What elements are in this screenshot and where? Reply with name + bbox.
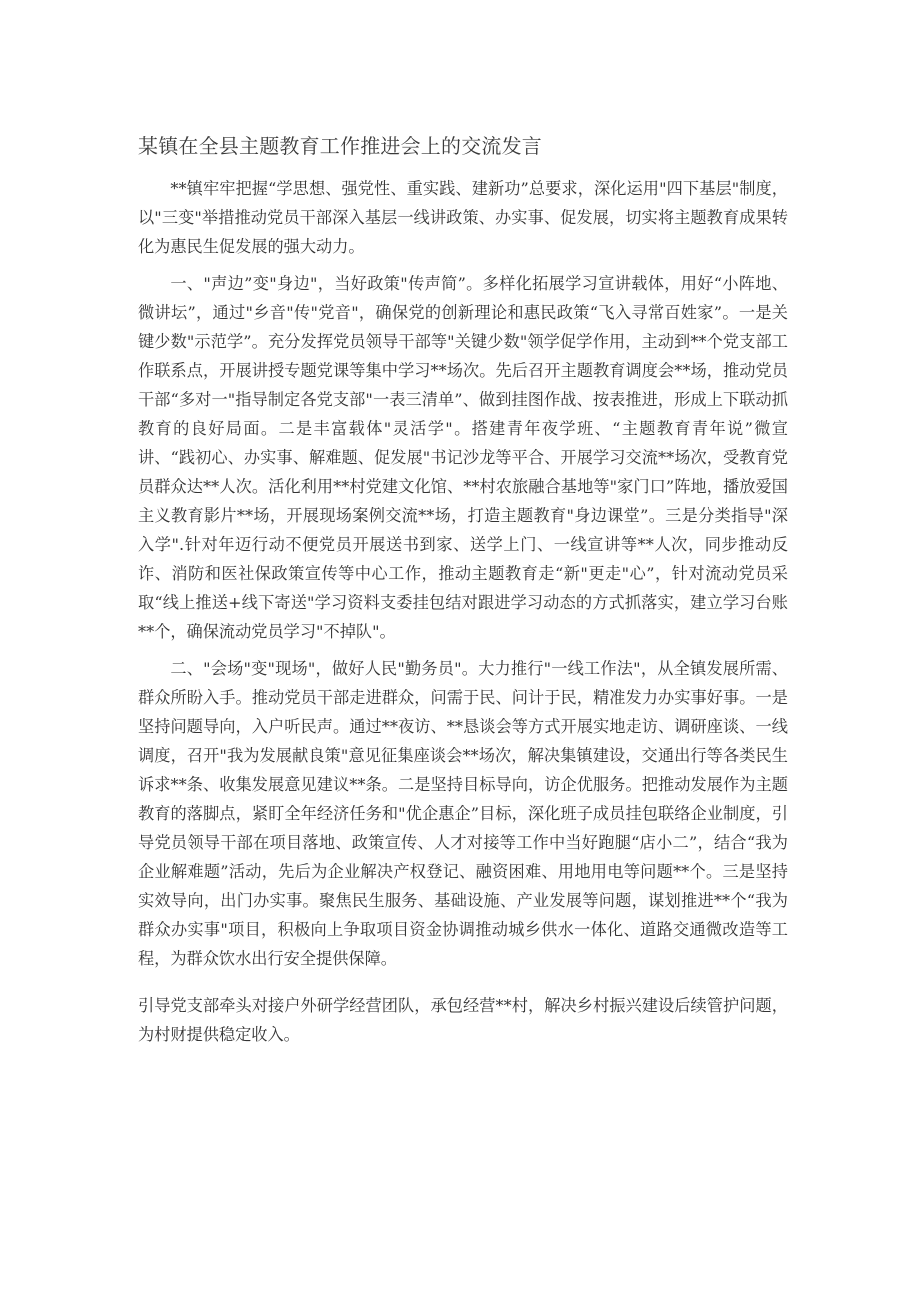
paragraph-intro: **镇牢牢把握“学思想、强党性、重实践、建新功”总要求，深化运用"四下基层"制度，以"三变"举措推动党员干部深入基层一线讲政策、办实事、促发展，切实将主题教育成果转化为惠民生促发展的强大动力。 bbox=[138, 179, 788, 256]
paragraph-section-two: 二、"会场"变"现场"，做好人民"勤务员"。大力推行"一线工作法"，从全镇发展所需、群众所盼入手。推动党员干部走进群众，问需于民、问计于民，精准发力办实事好事。一是坚持问题导向，入户听民声。通过**夜访、**恳谈会等方式开展实地走访、调研座谈、一线调度，召开"我为发展献良策"意见征集座谈会**场次，解决集镇建设，交通出行等各类民生诉求**条、收集发展意见建议**条。二是坚持目标导向，访企优服务。把推动发展作为主题教育的落脚点，紧盯全年经济任务和"优企惠企”目标，深化班子成员挂包联络企业制度，引导党员领导干部在项目落地、政策宣传、人才对接等工作中当好跑腿“店小二”，结合“我为企业解难题”活动，先后为企业解决产权登记、融资困难、用地用电等问题**个。三是坚持实效导向，出门办实事。聚焦民生服务、基础设施、产业发展等问题，谋划推进**个“我为群众办实事"项目，积极向上争取项目资金协调推动城乡供水一体化、道路交通微改造等工程，为群众饮水出行安全提供保障。 bbox=[138, 659, 788, 968]
paragraph-closing: 引导党支部牵头对接户外研学经营团队，承包经营**村，解决乡村振兴建设后续管护问题，为村财提供稳定收入。 bbox=[138, 996, 788, 1044]
document-title: 某镇在全县主题教育工作推进会上的交流发言 bbox=[138, 134, 542, 158]
document-body bbox=[138, 174, 788, 1049]
paragraph-section-one: 一、"声边”变"身边"，当好政策"传声简”。多样化拓展学习宣讲载体，用好“小阵地、微讲坛”，通过"乡音"传"党音"，确保党的创新理论和惠民政策“飞入寻常百姓家”。一是关键少数"示范学”。充分发挥党员领导干部等"关键少数"领学促学作用，主动到**个党支部工作联系点，开展讲授专题党课等集中学习**场次。先后召开主题教育调度会**场，推动党员干部“多对一"指导制定各党支部"一表三清单”、做到挂图作战、按表推进，形成上下联动抓教育的良好局面。二是丰富载体"灵活学"。搭建青年夜学班、“主题教育青年说”微宣讲、“践初心、办实事、解难题、促发展"书记沙龙等平合、开展学习交流**场次，受教育党员群众达**人次。活化利用**村党建文化馆、**村农旅融合基地等"家门口”阵地，播放爱国主义教育影片**场，开展现场案例交流**场，打造主题教育"身边课堂”。三是分类指导"深入学".针对年迈行动不便党员开展送书到家、送学上门、一线宣讲等**人次，同步推动反诈、消防和医社保政策宣传等中心工作，推动主题教育走“新"更走"心”，针对流动党员采取“线上推送+线下寄送"学习资料支委挂包结对跟进学习动态的方式抓落实，建立学习台账**个，确保流动党员学习"不掉队"。 bbox=[138, 274, 788, 641]
